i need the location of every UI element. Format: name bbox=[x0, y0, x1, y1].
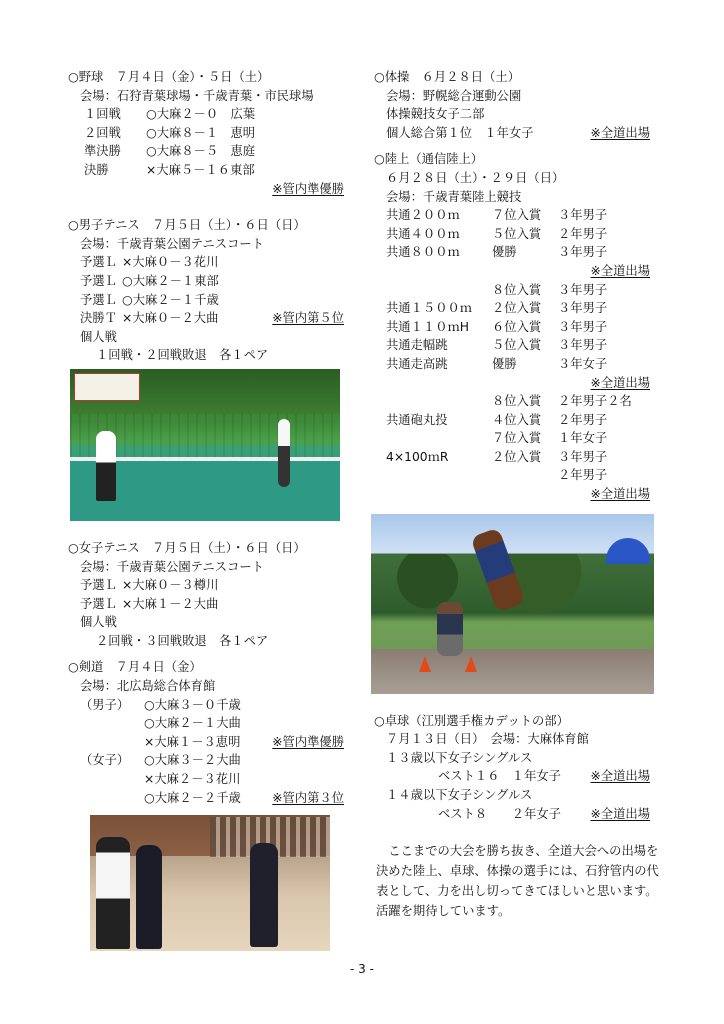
left-column bbox=[68, 68, 350, 951]
individual-label: 個人戦 bbox=[80, 615, 117, 630]
kendo-venue: 会場：北広島総合体育館 bbox=[80, 679, 216, 694]
table-tennis-category: １３歳以下女子シングルス bbox=[386, 750, 533, 765]
result-row: ２回戦 ○大麻８－１ 恵明 bbox=[84, 125, 256, 140]
track-result-row: ２年男子 bbox=[558, 468, 608, 483]
referee-figure bbox=[96, 837, 130, 949]
gymnastics-event: 体操競技女子二部 bbox=[386, 107, 485, 122]
result-row: 準決勝 ○大麻８－５ 恵庭 bbox=[84, 144, 256, 159]
individual-label: 個人戦 bbox=[80, 329, 117, 344]
boys-tennis-section bbox=[68, 216, 350, 521]
result-row: 予選Ｌ ○大麻２－１千歳 bbox=[80, 292, 219, 307]
table-tennis-section bbox=[374, 712, 656, 824]
table-tennis-note: ※全道出場 bbox=[590, 806, 650, 821]
table-tennis-title: ○卓球（江別選手権カデットの部） bbox=[374, 713, 569, 728]
track-result-row: ８位入賞 ２年男子２名 bbox=[492, 394, 632, 409]
result-row: 決勝 ×大麻５－１６東部 bbox=[84, 162, 255, 177]
page-number: - 3 - bbox=[350, 962, 374, 976]
kendo-section bbox=[68, 658, 350, 951]
track-venue: 会場：千歳青葉陸上競技 bbox=[386, 189, 522, 204]
table-tennis-date-venue: ７月１３日（日） 会場：大麻体育館 bbox=[386, 732, 589, 747]
long-jump-photo bbox=[371, 514, 654, 694]
gymnastics-result: 個人総合第１位 １年女子 ※全道出場 bbox=[374, 124, 656, 143]
track-result-row bbox=[374, 374, 656, 393]
baseball-note-row bbox=[68, 180, 350, 199]
table-tennis-category: １４歳以下女子シングルス bbox=[386, 788, 533, 803]
track-note: ※全道出場 bbox=[590, 375, 650, 390]
result-row: ×大麻１－３恵明 ※管内準優勝 bbox=[68, 733, 350, 752]
result-row: （女子） ○大麻３－２大曲 bbox=[80, 753, 241, 768]
track-result-row: 共通砲丸投 ４位入賞 ２年男子 bbox=[386, 412, 608, 427]
kendo-player-figure bbox=[136, 845, 162, 949]
track-results bbox=[374, 206, 656, 504]
result-row: 予選Ｌ ×大麻１－２大曲 bbox=[80, 596, 219, 611]
track-result-row bbox=[374, 262, 656, 281]
table-tennis-result: ベスト８ ２年女子 ※全道出場 bbox=[374, 805, 656, 824]
track-result-row: 共通１５００ｍ ２位入賞 ３年男子 bbox=[386, 301, 608, 316]
result-row: 予選Ｌ ×大麻０－３花川 bbox=[80, 255, 219, 270]
tennis-photo bbox=[70, 369, 340, 521]
track-result-row: ７位入賞 １年女子 bbox=[492, 431, 608, 446]
track-note: ※全道出場 bbox=[590, 487, 650, 502]
track-result-row: 共通２００ｍ ７位入賞 ３年男子 bbox=[386, 208, 608, 223]
kendo-player-figure bbox=[250, 843, 278, 947]
track-result-row: 共通８００ｍ 優勝 ３年男子 bbox=[386, 245, 608, 260]
track-result-row: ８位入賞 ３年男子 bbox=[492, 282, 608, 297]
girls-tennis-title: ○女子テニス ７月５日（土）・６日（日） bbox=[68, 540, 306, 555]
girls-tennis-section bbox=[68, 539, 350, 651]
track-result-row: 共通４００ｍ ５位入賞 ２年男子 bbox=[386, 226, 608, 241]
track-title: ○陸上（通信陸上） bbox=[374, 152, 484, 167]
result-row: ○大麻２－２千歳 ※管内第３位 bbox=[68, 789, 350, 808]
baseball-title: ○野球 ７月４日（金）・５日（土） bbox=[68, 70, 270, 84]
tennis-player-figure bbox=[278, 419, 290, 487]
umbrella-figure bbox=[606, 538, 650, 564]
boys-tennis-note: ※管内第５位 bbox=[272, 311, 344, 326]
judge-figure bbox=[437, 602, 463, 656]
kendo-photo bbox=[90, 815, 330, 951]
closing-paragraph: ここまでの大会を勝ち抜き、全道大会への出場を決めた陸上、卓球、体操の選手には、石狩管内の代表として、力を出し切ってきてほしいと思います。活躍を期待しています。 bbox=[376, 844, 659, 919]
boys-tennis-title: ○男子テニス ７月５日（土）・６日（日） bbox=[68, 218, 306, 233]
baseball-section bbox=[68, 68, 350, 198]
result-row: （男子） ○大麻３－０千歳 bbox=[80, 697, 241, 712]
result-row: 決勝Ｔ ×大麻０－２大曲 ※管内第５位 bbox=[68, 309, 350, 328]
boys-tennis-venue: 会場：千歳青葉公園テニスコート bbox=[80, 236, 264, 251]
individual-result: １回戦・２回戦敗退 各１ペア bbox=[96, 348, 269, 363]
track-result-row bbox=[374, 485, 656, 504]
track-dates: ６月２８日（土）・２９日（日） bbox=[386, 170, 565, 185]
gymnastics-venue: 会場：野幌総合運動公園 bbox=[386, 88, 522, 103]
gymnastics-section bbox=[374, 68, 656, 142]
track-result-row: 共通１１０ｍH ６位入賞 ３年男子 bbox=[386, 319, 608, 334]
court-sign bbox=[74, 373, 140, 401]
girls-tennis-venue: 会場：千歳青葉公園テニスコート bbox=[80, 559, 264, 574]
track-result-row: 共通走高跳 優勝 ３年女子 bbox=[386, 356, 608, 371]
table-tennis-result: ベスト１６ １年女子 ※全道出場 bbox=[374, 767, 656, 786]
result-row: 予選Ｌ ×大麻０－３樽川 bbox=[80, 578, 219, 593]
result-row: １回戦 ○大麻２－０ 広葉 bbox=[84, 107, 256, 122]
table-tennis-note: ※全道出場 bbox=[590, 769, 650, 784]
right-column bbox=[374, 68, 659, 921]
tennis-player-figure bbox=[96, 431, 116, 501]
track-result-row: 共通走幅跳 ５位入賞 ３年男子 bbox=[386, 338, 608, 353]
individual-result: ２回戦・３回戦敗退 各１ペア bbox=[96, 633, 269, 648]
kendo-boys-note: ※管内準優勝 bbox=[272, 734, 344, 749]
kendo-girls-note: ※管内第３位 bbox=[272, 790, 344, 805]
baseball-venue: 会場：石狩青葉球場・千歳青葉・市民球場 bbox=[80, 88, 314, 103]
gymnastics-title: ○体操 ６月２８日（土） bbox=[374, 70, 520, 84]
track-section bbox=[374, 150, 656, 693]
track-result-row: 4×100ｍR ２位入賞 ３年男子 bbox=[386, 449, 608, 464]
kendo-title: ○剣道 ７月４日（金） bbox=[68, 660, 202, 675]
result-row: ○大麻２－１大曲 bbox=[144, 716, 241, 731]
track-note: ※全道出場 bbox=[590, 263, 650, 278]
gymnastics-note: ※全道出場 bbox=[590, 125, 650, 140]
baseball-note: ※管内準優勝 bbox=[272, 181, 344, 196]
result-row: 予選Ｌ ○大麻２－１東部 bbox=[80, 273, 219, 288]
result-row: ×大麻２－３花川 bbox=[144, 772, 241, 787]
